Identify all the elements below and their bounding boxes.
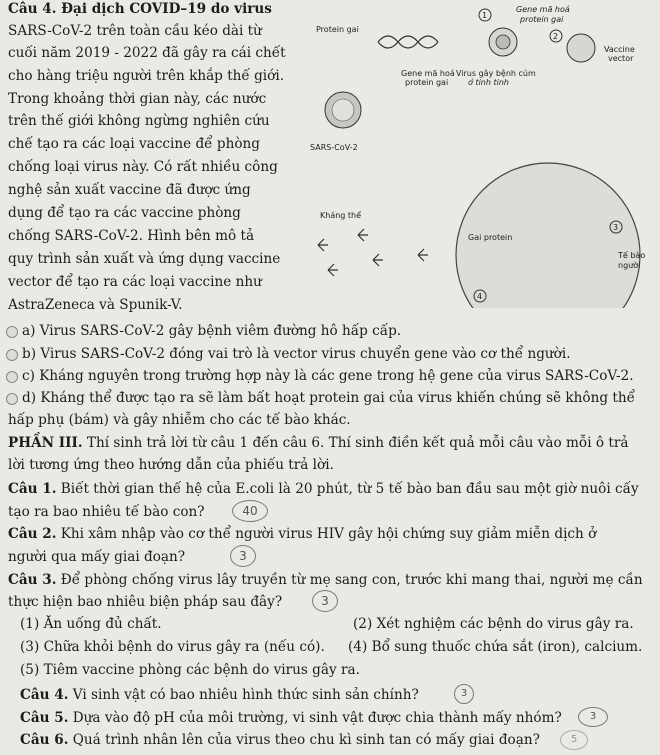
- question4-line-3: cho hàng triệu người trên khắp thế giới.: [8, 68, 285, 84]
- step-4-label: 4: [477, 292, 483, 301]
- step-2-label: 2: [553, 32, 559, 41]
- q4-body: Vi sinh vật có bao nhiêu hình thức sinh sản chính?: [68, 687, 419, 703]
- q2-text: [8, 525, 596, 543]
- q3-line-2: thực hiện bao nhiêu biện pháp sau đây?: [8, 594, 283, 610]
- option-b: b) Virus SARS-CoV-2 đóng vai trò là vector virus chuyển gene vào cơ thể người.: [22, 346, 571, 362]
- q4-label: Câu 4.: [20, 687, 69, 703]
- question4-line-7: chống loại virus này. Có rất nhiều công: [8, 159, 278, 175]
- q1-text: [8, 480, 639, 498]
- question4-line-9: dụng để tạo ra các vaccine phòng: [8, 205, 241, 221]
- q3-text: [8, 571, 643, 589]
- question4-line-5: trên thế giới không ngừng nghiên cứu: [8, 113, 270, 129]
- question4-line-11: quy trình sản xuất và ứng dụng vaccine: [8, 251, 281, 267]
- q3-label: Câu 3.: [8, 572, 57, 588]
- option-d-line-1: d) Kháng thể được tạo ra sẽ làm bất hoạt protein gai của virus khiến chúng sẽ không thể: [22, 390, 635, 406]
- question4-line-2: cuối năm 2019 - 2022 đã gây ra cái chết: [8, 45, 286, 61]
- label-te-bao: Tế bào: [618, 251, 646, 260]
- label-gene-ma-hoa-2: protein gai: [405, 78, 449, 87]
- question4-line-10: chống SARS-CoV-2. Hình bên mô tả: [8, 228, 255, 244]
- part3-heading-line-2: lời tương ứng theo hướng dẫn của phiếu trả lời.: [8, 457, 334, 473]
- part3-heading: [8, 434, 628, 452]
- label-vaccine: Vaccine: [604, 45, 635, 54]
- q1-line-2: tạo ra bao nhiêu tế bào con?: [8, 504, 205, 520]
- q2-line-2: người qua mấy giai đoạn?: [8, 549, 186, 565]
- q1-body: Biết thời gian thế hệ của E.coli là 20 phút, từ 5 tế bào ban đầu sau một giờ nuôi cấy: [56, 481, 639, 497]
- question4-line-6: chế tạo ra các loại vaccine để phòng: [8, 136, 260, 152]
- q6-label: Câu 6.: [20, 732, 69, 748]
- label-gai-protein: Gai protein: [468, 233, 513, 242]
- q1-answer[interactable]: 40: [232, 500, 268, 522]
- q5-answer[interactable]: 3: [578, 707, 608, 727]
- q4-text: [20, 686, 419, 704]
- option-d-mark-icon[interactable]: [6, 393, 18, 405]
- option-a: a) Virus SARS-CoV-2 gây bệnh viêm đường hô hấp cấp.: [22, 323, 402, 339]
- option-c: c) Kháng nguyên trong trường hợp này là các gene trong hệ gene của virus SARS-CoV-2.: [22, 368, 634, 384]
- question4-line-4: Trong khoảng thời gian này, các nước: [8, 91, 267, 107]
- q1-label: Câu 1.: [8, 481, 57, 497]
- q6-body: Quá trình nhân lên của virus theo chu kì sinh tan có mấy giai đoạn?: [68, 732, 540, 748]
- diagram-svg: [298, 0, 660, 308]
- label-vector: vector: [608, 54, 634, 63]
- q3-item-2: (2) Xét nghiệm các bệnh do virus gây ra.: [353, 616, 634, 632]
- step-3-label: 3: [613, 223, 619, 232]
- label-gene-protein-gai: Gene mã hoá: [516, 5, 570, 14]
- label-gene-protein-gai-2: protein gai: [520, 15, 564, 24]
- step-1-label: 1: [482, 11, 488, 20]
- q5-text: [20, 709, 562, 727]
- label-sars: SARS-CoV-2: [310, 143, 358, 152]
- question4-line-13: AstraZeneca và Spunik-V.: [8, 297, 183, 313]
- option-a-mark-icon[interactable]: [6, 326, 18, 338]
- q3-item-1: (1) Ăn uống đủ chất.: [20, 616, 162, 632]
- part3-heading-rest: Thí sinh trả lời từ câu 1 đến câu 6. Thí sinh điền kết quả mỗi câu vào mỗi ô trả: [82, 435, 629, 451]
- part3-heading-bold: PHẦN III.: [8, 435, 83, 451]
- label-protein-gai: Protein gai: [316, 25, 359, 34]
- option-d-line-2: hấp phụ (bám) và gây nhiễm cho các tế bào khác.: [8, 412, 351, 428]
- q3-body: Để phòng chống virus lây truyền từ mẹ sang con, trước khi mang thai, người mẹ cần: [56, 572, 643, 588]
- q5-body: Dựa vào độ pH của môi trường, vi sinh vật được chia thành mấy nhóm?: [68, 710, 562, 726]
- question4-line-8: nghệ sản xuất vaccine đã được ứng: [8, 182, 251, 198]
- vaccine-vector-icon: [567, 34, 595, 62]
- label-virus-cum: Virus gây bệnh cúm: [456, 69, 536, 78]
- question4-line-1: SARS-CoV-2 trên toàn cầu kéo dài từ: [8, 23, 262, 39]
- antibody-icons: [318, 229, 428, 276]
- label-te-bao-2: người: [618, 261, 641, 270]
- q2-body: Khi xâm nhập vào cơ thể người virus HIV gây hội chứng suy giảm miễn dịch ở: [56, 526, 597, 542]
- q4-answer[interactable]: 3: [454, 684, 474, 704]
- q2-answer[interactable]: 3: [230, 545, 256, 567]
- q3-answer[interactable]: 3: [312, 590, 338, 612]
- question4-line-12: vector để tạo ra các loại vaccine như: [8, 274, 262, 290]
- q6-text: [20, 731, 540, 749]
- q2-label: Câu 2.: [8, 526, 57, 542]
- label-khang-the: Kháng thể: [320, 211, 362, 220]
- label-gene-ma-hoa: Gene mã hoá: [401, 69, 455, 78]
- option-b-mark-icon[interactable]: [6, 349, 18, 361]
- q3-item-5: (5) Tiêm vaccine phòng các bệnh do virus gây ra.: [20, 662, 360, 678]
- q6-answer[interactable]: 5: [560, 730, 588, 750]
- dna-strand-icon: [378, 36, 438, 48]
- q5-label: Câu 5.: [20, 710, 69, 726]
- q3-item-3: (3) Chữa khỏi bệnh do virus gây ra (nếu có).: [20, 639, 325, 655]
- question4-header: Câu 4. Đại dịch COVID–19 do virus: [8, 1, 272, 17]
- option-c-mark-icon[interactable]: [6, 371, 18, 383]
- q3-item-4: (4) Bổ sung thuốc chứa sắt (iron), calcium.: [348, 639, 643, 655]
- label-virus-cum-2: ở tinh tinh: [468, 78, 509, 87]
- vaccine-vector-diagram: [298, 0, 660, 308]
